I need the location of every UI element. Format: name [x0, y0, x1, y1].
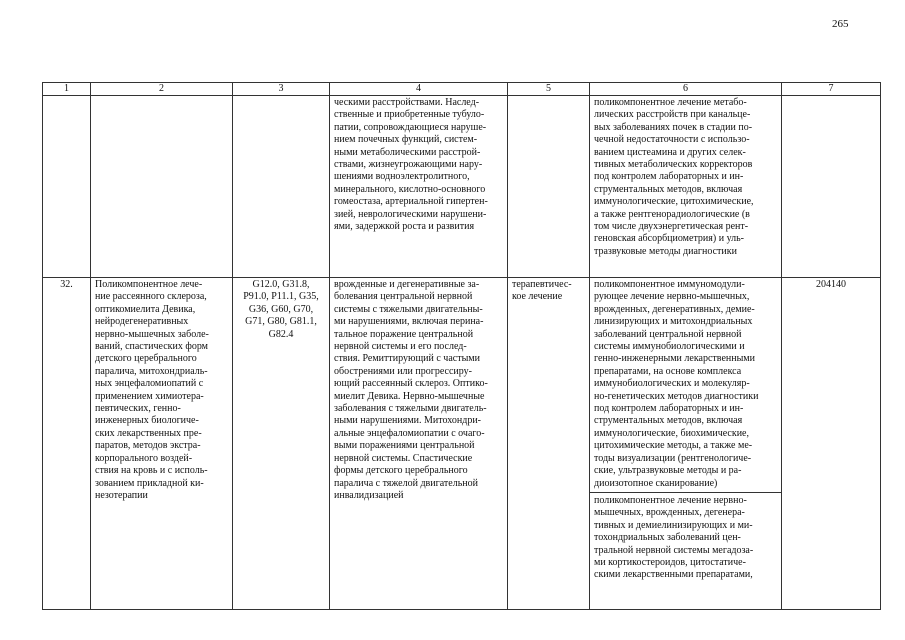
- page-number: 265: [832, 18, 849, 30]
- table-row-32: [43, 278, 881, 610]
- column-header-6: 6: [590, 83, 782, 96]
- cell-empty: [508, 96, 590, 278]
- cell-icd-codes: G12.0, G31.8, P91.0, P11.1, G35, G36, G60, G70, G71, G80, G81.1, G82.4: [233, 278, 330, 610]
- column-header-4: 4: [330, 83, 508, 96]
- cell-treatment-type: терапевтичес- кое лечение: [508, 278, 590, 610]
- table-row-continuation: [43, 96, 881, 278]
- cell-funding-norm: 204140: [782, 278, 881, 610]
- treatment-method-1: поликомпонентное иммуномодули- рующее лечение нервно-мышечных, врожденных, дегенеративных, демие- линизирующих и митохондриальных заболеваний центральной нервной системы иммунобиологическими и генно-инженерными лекарственными препаратами, на основе комплекса иммунобиологических и молекуляр- но-генетических методов диагностики под контролем лабораторных и ин- струментальных методов, включая иммунологические, биохимические, цитохимические методы, а также ме- тоды визуализации (рентгенологиче- ские, ультразвуковые методы и ра- диоизотопное сканирование): [590, 278, 781, 493]
- column-header-2: 2: [91, 83, 233, 96]
- column-header-7: 7: [782, 83, 881, 96]
- cell-treatment-methods: [590, 278, 782, 610]
- cell-empty: [782, 96, 881, 278]
- cell-row-number: 32.: [43, 278, 91, 610]
- column-header-5: 5: [508, 83, 590, 96]
- cell-empty: [233, 96, 330, 278]
- cell-disease-model: врожденные и дегенеративные за- болевания центральной нервной системы с тяжелыми двигательны- ми нарушениями, включая перина- тальное поражение центральной нервной системы и его послед- ствия. Ремиттирующий с частыми обострениями или прогрессиру- ющий рассеянный склероз. Оптико- миелит Девика. Нервно-мышечные заболевания с тяжелыми двигатель- ными нарушениями. Митохондри- альные энцефаломиопатии с очаго- выми поражениями центральной нервной системы. Спастические формы детского церебрального паралича с тяжелой двигательной инвалидизацией: [330, 278, 508, 610]
- cell-disease-model-continued: ческими расстройствами. Наслед- ственные и приобретенные тубуло- патии, сопровождающиеся наруше- нием почечных функций, систем- ными метаболическими расстрой- ствами, жизнеугрожающими нару- шениями водноэлектролитного, минерального, кислотно-основного гомеостаза, артериальной гипертен- зией, неврологическими нарушени- ями, задержкой роста и развития: [330, 96, 508, 278]
- column-header-3: 3: [233, 83, 330, 96]
- cell-empty: [91, 96, 233, 278]
- cell-treatment-method-continued: поликомпонентное лечение метабо- лических расстройств при канальце- вых заболеваниях почек в стадии по- чечной недостаточности с использо- ванием цистеамина и других селек- тивных метаболических корректоров под контролем лабораторных и ин- струментальных методов, включая иммунологические, цитохимические, а также рентгенорадиологические (в том числе двухэнергетическая рент- геновская абсорбциометрия) и уль- тразвуковые методы диагностики: [590, 96, 782, 278]
- medical-care-table: [42, 82, 881, 610]
- cell-care-type: Поликомпонентное лече- ние рассеянного склероза, оптикомиелита Девика, нейродегенеративных нервно-мышечных заболе- ваний, спастических форм детского церебрального паралича, митохондриаль- ных энцефаломиопатий с применением химиотера- певтических, генно- инженерных биологиче- ских лекарственных пре- паратов, методов экстра- корпорального воздей- ствия на кровь и с исполь- зованием прикладной ки- незотерапии: [91, 278, 233, 610]
- cell-empty: [43, 96, 91, 278]
- table-header-row: [43, 83, 881, 96]
- treatment-method-2: поликомпонентное лечение нервно- мышечных, врожденных, дегенера- тивных и демиелинизирующих и ми- тохондриальных заболеваний цен- тральной нервной системы мегадоза- ми кортикостероидов, цитостатиче- скими лекарственными препаратами,: [594, 494, 754, 581]
- column-header-1: 1: [43, 83, 91, 96]
